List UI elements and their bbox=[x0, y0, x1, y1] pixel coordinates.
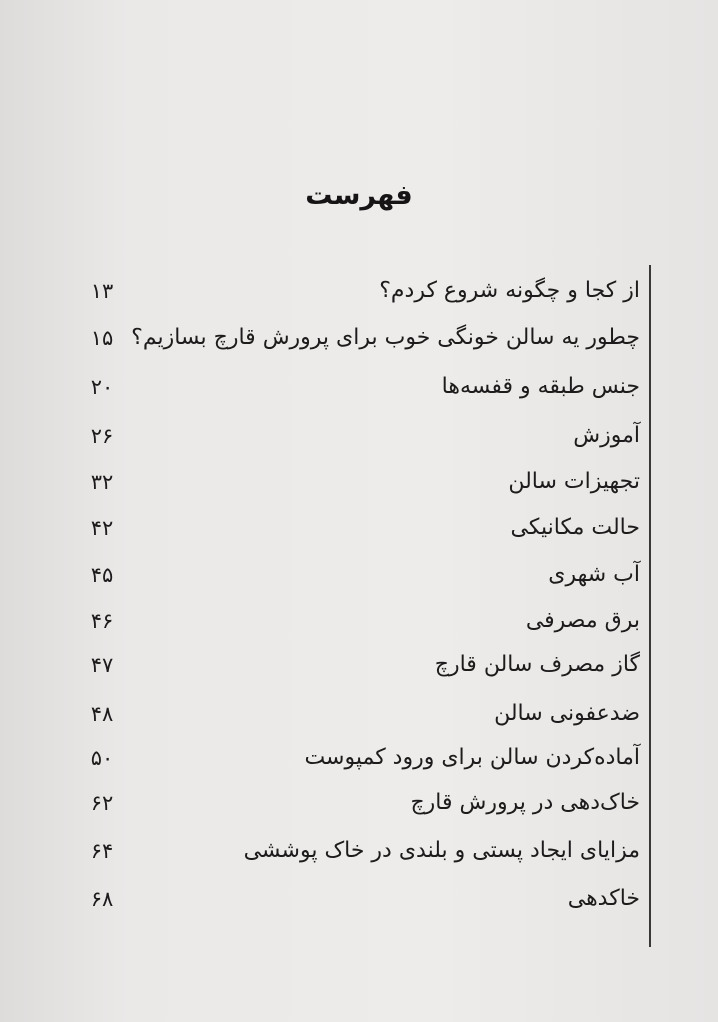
toc-entry-page: ۶۴ bbox=[90, 839, 114, 863]
toc-entry-page: ۶۲ bbox=[90, 791, 114, 815]
toc-entry-title: آموزش bbox=[573, 423, 640, 448]
toc-entry bbox=[0, 278, 718, 322]
toc-entry bbox=[0, 325, 718, 369]
toc-entry-page: ۳۲ bbox=[90, 470, 114, 494]
toc-entry-title: خاکدهی bbox=[567, 886, 640, 911]
toc-entry bbox=[0, 886, 718, 930]
toc-entry bbox=[0, 745, 718, 789]
toc-entry bbox=[0, 701, 718, 745]
toc-entry-title: خاک‌دهی در پرورش قارچ bbox=[410, 790, 640, 815]
toc-entry-page: ۱۳ bbox=[90, 279, 114, 303]
toc-entry-title: از کجا و چگونه شروع کردم؟ bbox=[379, 278, 640, 303]
toc-entry-title: تجهیزات سالن bbox=[508, 469, 640, 494]
toc-entry bbox=[0, 562, 718, 606]
toc-entry bbox=[0, 608, 718, 652]
page-title: فهرست bbox=[305, 180, 413, 211]
toc-entry bbox=[0, 515, 718, 559]
toc-entry-page: ۴۵ bbox=[90, 563, 114, 587]
toc-entry-title: حالت مکانیکی bbox=[510, 515, 640, 540]
toc-entry-page: ۴۸ bbox=[90, 702, 114, 726]
toc-entry-title: مزایای ایجاد پستی و بلندی در خاک پوششی bbox=[243, 838, 640, 863]
toc-entry bbox=[0, 838, 718, 882]
toc-entry-page: ۲۶ bbox=[90, 424, 114, 448]
toc-entry-title: گاز مصرف سالن قارچ bbox=[434, 652, 640, 677]
toc-entry-title: جنس طبقه و قفسه‌ها bbox=[441, 374, 640, 399]
toc-entry-title: چطور یه سالن خونگی خوب برای پرورش قارچ بسازیم؟ bbox=[131, 325, 640, 350]
toc-entry-title: آماده‌کردن سالن برای ورود کمپوست bbox=[304, 745, 640, 770]
toc-entry-title: برق مصرفی bbox=[525, 608, 640, 633]
toc-entry-title: آب شهری bbox=[548, 562, 640, 587]
toc-entry-title: ضدعفونی سالن bbox=[494, 701, 640, 726]
toc-entry bbox=[0, 374, 718, 418]
toc-entry-page: ۴۶ bbox=[90, 609, 114, 633]
toc-entry-page: ۵۰ bbox=[90, 746, 114, 770]
toc-entry-page: ۶۸ bbox=[90, 887, 114, 911]
toc-entry-page: ۲۰ bbox=[90, 375, 114, 399]
toc-entry-page: ۴۷ bbox=[90, 653, 114, 677]
toc-entry bbox=[0, 423, 718, 467]
toc-entry bbox=[0, 652, 718, 696]
toc-entry-page: ۴۲ bbox=[90, 516, 114, 540]
toc-entry bbox=[0, 790, 718, 834]
toc-entry-page: ۱۵ bbox=[90, 326, 114, 350]
toc-entry bbox=[0, 469, 718, 513]
